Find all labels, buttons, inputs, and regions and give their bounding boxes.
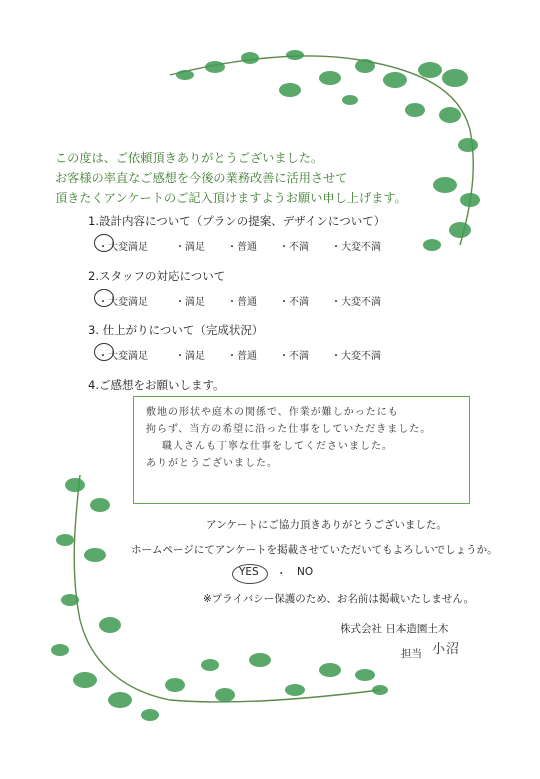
option-very-satisfied[interactable]: ・大変満足 bbox=[98, 238, 148, 253]
privacy-note: ※プライバシー保護のため、お名前は掲載いたしません。 bbox=[203, 593, 474, 605]
option-very-dissatisfied[interactable]: ・大変不満 bbox=[331, 242, 381, 253]
staff-label: 担当 bbox=[401, 648, 422, 660]
selection-circle bbox=[94, 343, 114, 361]
option-normal[interactable]: ・普通 bbox=[227, 297, 257, 308]
question-3-label: 3. 仕上がりについて（完成状況） bbox=[88, 323, 264, 337]
option-normal[interactable]: ・普通 bbox=[227, 242, 257, 253]
intro-line: 頂きたくアンケートのご記入頂けますようお願い申し上げます。 bbox=[55, 191, 407, 205]
company-name: 株式会社 日本造園土木 bbox=[340, 623, 449, 635]
option-very-satisfied[interactable]: ・大変満足 bbox=[98, 347, 148, 362]
option-satisfied[interactable]: ・満足 bbox=[175, 351, 205, 362]
option-satisfied[interactable]: ・満足 bbox=[175, 297, 205, 308]
option-very-satisfied[interactable]: ・大変満足 bbox=[98, 293, 148, 308]
question-2-label: 2.スタッフの対応について bbox=[88, 269, 226, 283]
staff-signature: 小沼 bbox=[432, 642, 461, 657]
selection-circle bbox=[94, 234, 114, 252]
intro-line: お客様の率直なご感想を今後の業務改善に活用させて bbox=[55, 171, 348, 185]
option-normal[interactable]: ・普通 bbox=[227, 351, 257, 362]
comment-line: ありがとうございました。 bbox=[146, 458, 278, 469]
separator-dot: ・ bbox=[276, 568, 287, 580]
question-4-label: 4.ご感想をお願いします。 bbox=[88, 378, 225, 392]
publish-choice bbox=[232, 565, 352, 585]
option-very-dissatisfied[interactable]: ・大変不満 bbox=[331, 297, 381, 308]
selection-circle bbox=[94, 289, 114, 307]
thanks-text: アンケートにご協力頂きありがとうございました。 bbox=[206, 519, 447, 531]
option-dissatisfied[interactable]: ・不満 bbox=[279, 242, 309, 253]
option-satisfied[interactable]: ・満足 bbox=[175, 242, 205, 253]
comment-line: 敷地の形状や庭木の関係で、作業が難しかったにも bbox=[146, 407, 399, 418]
publish-question: ホームページにてアンケートを掲載させていただいてもよろしいでしょうか。 bbox=[131, 544, 498, 556]
comment-line: 職人さんも丁寧な仕事をしてくださいました。 bbox=[162, 441, 393, 452]
comment-box[interactable] bbox=[133, 396, 470, 504]
comment-line: 拘らず、当方の希望に沿った仕事をしていただきました。 bbox=[146, 424, 432, 435]
no-option[interactable]: NO bbox=[297, 566, 314, 578]
intro-line: この度は、ご依頼頂きありがとうございました。 bbox=[55, 151, 324, 165]
option-dissatisfied[interactable]: ・不満 bbox=[279, 351, 309, 362]
yes-option[interactable]: YES bbox=[239, 566, 259, 578]
question-1-label: 1.設計内容について（プランの提案、デザインについて） bbox=[88, 214, 386, 228]
option-dissatisfied[interactable]: ・不満 bbox=[279, 297, 309, 308]
intro-text bbox=[55, 148, 495, 208]
option-very-dissatisfied[interactable]: ・大変不満 bbox=[331, 351, 381, 362]
